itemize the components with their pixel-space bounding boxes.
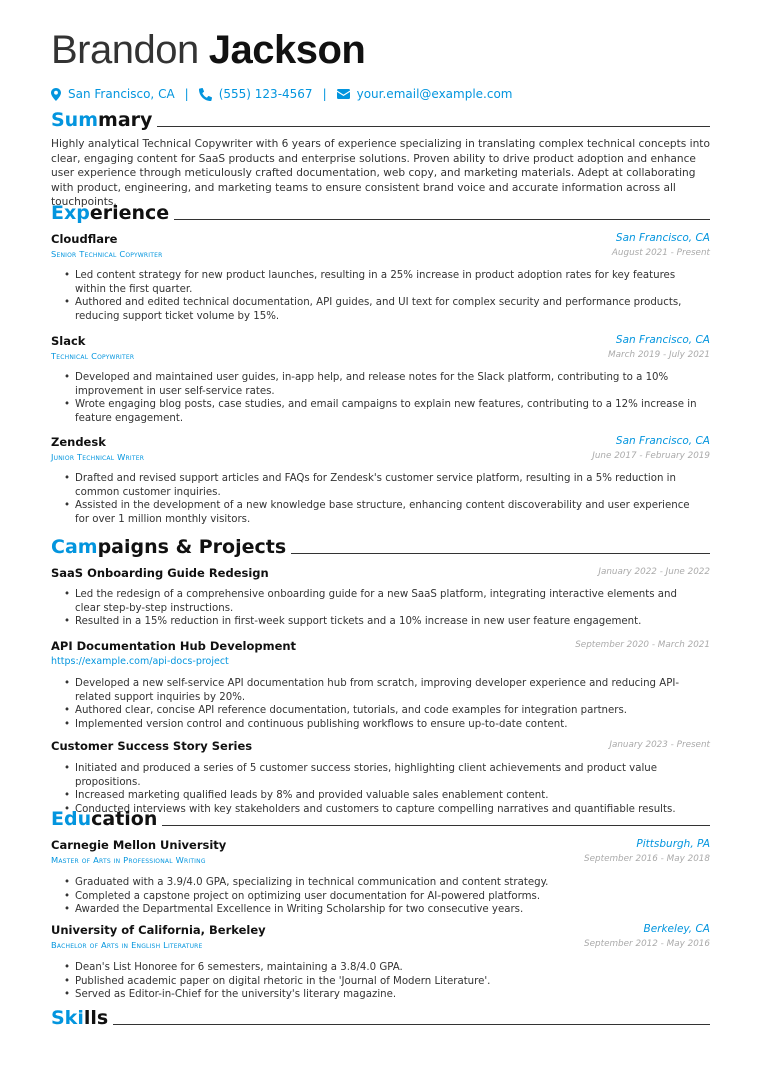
section-rule bbox=[162, 825, 710, 826]
section-title-experience bbox=[51, 202, 710, 224]
list-item: • Awarded the Departmental Excellence in Writing Scholarship for two consecutive years. bbox=[64, 903, 704, 917]
experience-bullets bbox=[64, 472, 704, 526]
job-location: San Francisco, CA bbox=[615, 232, 710, 244]
section-title-accent: Edu bbox=[51, 808, 92, 830]
job-dates: June 2017 - February 2019 bbox=[592, 451, 710, 461]
contact-separator: | bbox=[322, 87, 327, 101]
candidate-name bbox=[51, 28, 365, 72]
company-name: Slack bbox=[51, 334, 86, 348]
list-item: • Dean's List Honoree for 6 semesters, maintaining a 3.8/4.0 GPA. bbox=[64, 961, 704, 975]
company-name: Zendesk bbox=[51, 435, 106, 449]
phone-icon bbox=[199, 88, 212, 101]
list-item: • Conducted interviews with key stakeholders and customers to capture compelling narratives and quantifiable results. bbox=[64, 803, 704, 817]
education-entry-berkeley bbox=[51, 923, 710, 955]
experience-bullets bbox=[64, 371, 704, 425]
job-title: Junior Technical Writer bbox=[51, 452, 145, 462]
company-name: Cloudflare bbox=[51, 232, 118, 246]
section-title-rest: erience bbox=[89, 202, 170, 224]
job-dates: March 2019 - July 2021 bbox=[608, 350, 710, 360]
project-entry-api-docs bbox=[51, 639, 710, 671]
section-rule bbox=[157, 126, 710, 127]
list-item: • Wrote engaging blog posts, case studies, and email campaigns to explain new features, contributing to a 12% increase in feature engagement. bbox=[64, 398, 704, 425]
section-rule bbox=[113, 1024, 710, 1025]
section-title-rest: paigns & Projects bbox=[97, 536, 287, 558]
section-title-accent: Exp bbox=[51, 202, 90, 224]
section-title-rest: cation bbox=[91, 808, 158, 830]
project-name: API Documentation Hub Development bbox=[51, 639, 297, 653]
email-text: your.email@example.com bbox=[356, 87, 513, 101]
last-name: Jackson bbox=[208, 28, 366, 72]
location-text: San Francisco, CA bbox=[68, 87, 175, 101]
section-title-education bbox=[51, 808, 710, 830]
list-item: • Implemented version control and continuous publishing workflows to ensure up-to-date content. bbox=[64, 718, 704, 732]
section-title-projects bbox=[51, 536, 710, 558]
contact-email[interactable] bbox=[337, 86, 513, 102]
experience-bullets bbox=[64, 269, 704, 323]
school-name: University of California, Berkeley bbox=[51, 923, 266, 937]
degree: Master of Arts in Professional Writing bbox=[51, 855, 206, 865]
section-title-accent: Ski bbox=[51, 1007, 84, 1029]
job-dates: August 2021 - Present bbox=[611, 248, 710, 258]
project-bullets bbox=[64, 677, 704, 731]
list-item: • Completed a capstone project on optimizing user documentation for AI-powered platforms. bbox=[64, 890, 704, 904]
phone-text: (555) 123-4567 bbox=[218, 87, 313, 101]
section-title-accent: Sum bbox=[51, 109, 99, 131]
section-title-skills bbox=[51, 1007, 710, 1029]
contact-separator: | bbox=[184, 87, 189, 101]
project-dates: January 2023 - Present bbox=[609, 740, 710, 750]
section-title-rest: lls bbox=[83, 1007, 109, 1029]
experience-entry-cloudflare bbox=[51, 232, 710, 264]
first-name: Brandon bbox=[51, 28, 199, 72]
list-item: • Developed and maintained user guides, in-app help, and release notes for the Slack platform, contributing to a 10% improvement in user self-service rates. bbox=[64, 371, 704, 398]
list-item: • Published academic paper on digital rhetoric in the 'Journal of Modern Literature'. bbox=[64, 975, 704, 989]
contact-line bbox=[51, 86, 513, 102]
education-bullets bbox=[64, 961, 704, 1002]
degree: Bachelor of Arts in English Literature bbox=[51, 940, 203, 950]
contact-location bbox=[51, 86, 175, 102]
map-pin-icon bbox=[51, 88, 61, 101]
project-dates: January 2022 - June 2022 bbox=[598, 567, 710, 577]
job-title: Senior Technical Copywriter bbox=[51, 249, 163, 259]
list-item: • Authored and edited technical documentation, API guides, and UI text for complex security and performance products, reducing support ticket volume by 15%. bbox=[64, 296, 704, 323]
experience-entry-slack bbox=[51, 334, 710, 366]
list-item: • Initiated and produced a series of 5 customer success stories, highlighting client achievements and product value propositions. bbox=[64, 762, 704, 789]
contact-phone[interactable] bbox=[199, 86, 313, 102]
section-title-rest: mary bbox=[98, 109, 153, 131]
project-name: SaaS Onboarding Guide Redesign bbox=[51, 566, 269, 580]
list-item: • Led the redesign of a comprehensive onboarding guide for a new SaaS platform, integrating interactive elements and clear step-by-step instructions. bbox=[64, 588, 704, 615]
project-link[interactable]: https://example.com/api-docs-project bbox=[51, 656, 229, 667]
section-title-accent: Cam bbox=[51, 536, 98, 558]
project-name: Customer Success Story Series bbox=[51, 739, 253, 753]
education-entry-cmu bbox=[51, 838, 710, 870]
list-item: • Authored clear, concise API reference documentation, tutorials, and code examples for integration partners. bbox=[64, 704, 704, 718]
school-location: Berkeley, CA bbox=[643, 923, 710, 935]
summary-text: Highly analytical Technical Copywriter with 6 years of experience specializing in translating complex technical concepts into clear, engaging content for SaaS products and enterprise solutions. Proven ability to drive product adoption and enhance user experience through meticulously crafted documentation, web copy, and marketing materials. Adept at collaborating with product, engineering, and marketing teams to ensure consistent brand voice and accurate information across all touchpoints. bbox=[51, 138, 710, 208]
list-item: • Led content strategy for new product launches, resulting in a 25% increase in product adoption rates for key features within the first quarter. bbox=[64, 269, 704, 296]
job-location: San Francisco, CA bbox=[615, 435, 710, 447]
section-rule bbox=[174, 219, 710, 220]
list-item: • Assisted in the development of a new knowledge base structure, enhancing content discoverability and user experience for over 1 million monthly visitors. bbox=[64, 499, 704, 526]
school-name: Carnegie Mellon University bbox=[51, 838, 227, 852]
list-item: • Developed a new self-service API documentation hub from scratch, improving developer experience and reducing API-related support inquiries by 20%. bbox=[64, 677, 704, 704]
list-item: • Graduated with a 3.9/4.0 GPA, specializing in technical communication and content strategy. bbox=[64, 876, 704, 890]
school-dates: September 2016 - May 2018 bbox=[584, 854, 710, 864]
section-rule bbox=[291, 553, 710, 554]
job-location: San Francisco, CA bbox=[615, 334, 710, 346]
section-title-summary bbox=[51, 109, 710, 131]
school-location: Pittsburgh, PA bbox=[636, 838, 710, 850]
list-item: • Increased marketing qualified leads by 8% and provided valuable sales enablement content. bbox=[64, 789, 704, 803]
list-item: • Served as Editor-in-Chief for the university's literary magazine. bbox=[64, 988, 704, 1002]
project-entry-success-stories bbox=[51, 739, 710, 755]
envelope-icon bbox=[337, 89, 350, 99]
project-bullets bbox=[64, 588, 704, 629]
list-item: • Drafted and revised support articles and FAQs for Zendesk's customer service platform, resulting in a 5% reduction in common customer inquiries. bbox=[64, 472, 704, 499]
project-dates: September 2020 - March 2021 bbox=[575, 640, 710, 650]
education-bullets bbox=[64, 876, 704, 917]
school-dates: September 2012 - May 2016 bbox=[584, 939, 710, 949]
list-item: • Resulted in a 15% reduction in first-week support tickets and a 10% increase in new user feature engagement. bbox=[64, 615, 704, 629]
job-title: Technical Copywriter bbox=[51, 351, 135, 361]
experience-entry-zendesk bbox=[51, 435, 710, 467]
project-entry-onboarding bbox=[51, 566, 710, 582]
